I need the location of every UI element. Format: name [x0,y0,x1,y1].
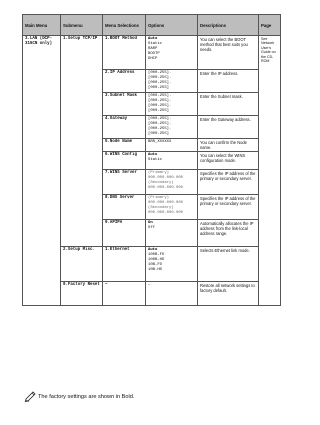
option-value: [000-255]. [148,94,172,98]
option-value: Static [148,42,163,46]
option-value: 000.000.000.000 [148,201,184,205]
option-value: [000-255]. [148,127,172,131]
description-cell: Specifies the IP address of the primary or secondary server. [198,170,259,195]
option-value: [000-255] [148,109,170,113]
option-value: (Primary) [148,171,170,175]
option-value: — [148,283,151,287]
description-cell: Selects Ethernet link mode. [198,247,259,282]
menu-selection-cell: 3.Subnet Mask [103,93,146,116]
header-submenu: Submenu [61,15,103,36]
option-value: [000-255]. [148,76,172,80]
options-cell [146,36,198,70]
options-cell [146,220,198,247]
menu-selection-cell: — [103,282,146,306]
menu-selection-cell: 5.Node Name [103,139,146,152]
main-menu-cell: 3.LAN (DCP-315CN only) [23,36,61,306]
option-value: 10B-HD [148,268,163,272]
options-cell [146,139,198,152]
description-cell: Automatically allocates the IP address from the link-local address range. [198,220,259,247]
option-value: 100B-FD [148,253,165,257]
option-value: RARP [148,47,158,51]
page-reference-cell: See Network User's Guide on the CD-ROM [259,36,281,306]
table-row [23,36,281,70]
header-descriptions: Descriptions [198,15,259,36]
option-value: [000-255]. [148,99,172,103]
header-options: Options [146,15,198,36]
description-cell: Enter the IP address. [198,70,259,93]
network-menu-table [22,14,281,306]
option-value: 100B-HD [148,258,165,262]
header-menu-selections: Menu Selections [103,15,146,36]
option-value: (Secondary) [148,206,174,210]
menu-selection-cell: 2.IP Address [103,70,146,93]
description-cell: Restore all network settings to factory default. [198,282,259,306]
option-value: (Primary) [148,196,170,200]
description-cell: You can select the WINS configuration mode. [198,152,259,170]
options-cell [146,282,198,306]
option-value: Auto [148,37,158,41]
option-value: Static [148,158,163,162]
options-cell [146,247,198,282]
option-value: Auto [148,248,158,252]
option-value: [000-255]. [148,71,172,75]
option-value: [000-255]. [148,122,172,126]
submenu-cell: 2.Setup Misc. [61,247,103,282]
menu-selection-cell: 7.WINS Server [103,170,146,195]
option-value: BOOTP [148,52,160,56]
option-value: [000-255]. [148,81,172,85]
description-cell: Specifies the IP address of the primary or secondary server. [198,195,259,220]
options-cell [146,152,198,170]
header-page: Page [259,15,281,36]
options-cell [146,116,198,139]
note-pencil-icon [24,390,37,402]
description-cell: Enter the Subnet mask. [198,93,259,116]
option-value: [000-255] [148,86,170,90]
submenu-cell: 1.Setup TCP/IP [61,36,103,247]
option-value: 000.000.000.000 [148,176,184,180]
option-value: Off [148,226,156,230]
option-value: DHCP [148,57,158,61]
options-cell [146,170,198,195]
table-row [23,247,281,282]
submenu-cell: 0.Factory Reset [61,282,103,306]
description-cell: You can select the BOOT method that best suits you needs. [198,36,259,70]
option-value: 000.000.000.000 [148,211,184,215]
options-cell [146,195,198,220]
footnote-text: The factory settings are shown in Bold. [38,394,135,400]
option-value: On [148,221,153,225]
option-value: [000-255]. [148,117,172,121]
menu-selection-cell: 1.BOOT Method [103,36,146,70]
option-value: [000-255]. [148,104,172,108]
options-cell [146,93,198,116]
header-main-menu: Main Menu [23,15,61,36]
option-value: BRN_XXXXXX [148,140,172,144]
option-value: 000.000.000.000 [148,186,184,190]
table-row [23,282,281,306]
option-value: (Secondary) [148,181,174,185]
menu-selection-cell: 6.WINS Config [103,152,146,170]
table-header-row [23,15,281,36]
menu-selection-cell: 1.Ethernet [103,247,146,282]
menu-selection-cell: 4.Gateway [103,116,146,139]
description-cell: Enter the Gateway address. [198,116,259,139]
description-cell: You can confirm the Node name. [198,139,259,152]
options-cell [146,70,198,93]
menu-selection-cell: 8.DNS Server [103,195,146,220]
option-value: [000-255] [148,132,170,136]
menu-selection-cell: 9.APIPA [103,220,146,247]
option-value: 10B-FD [148,263,163,267]
option-value: Auto [148,153,158,157]
